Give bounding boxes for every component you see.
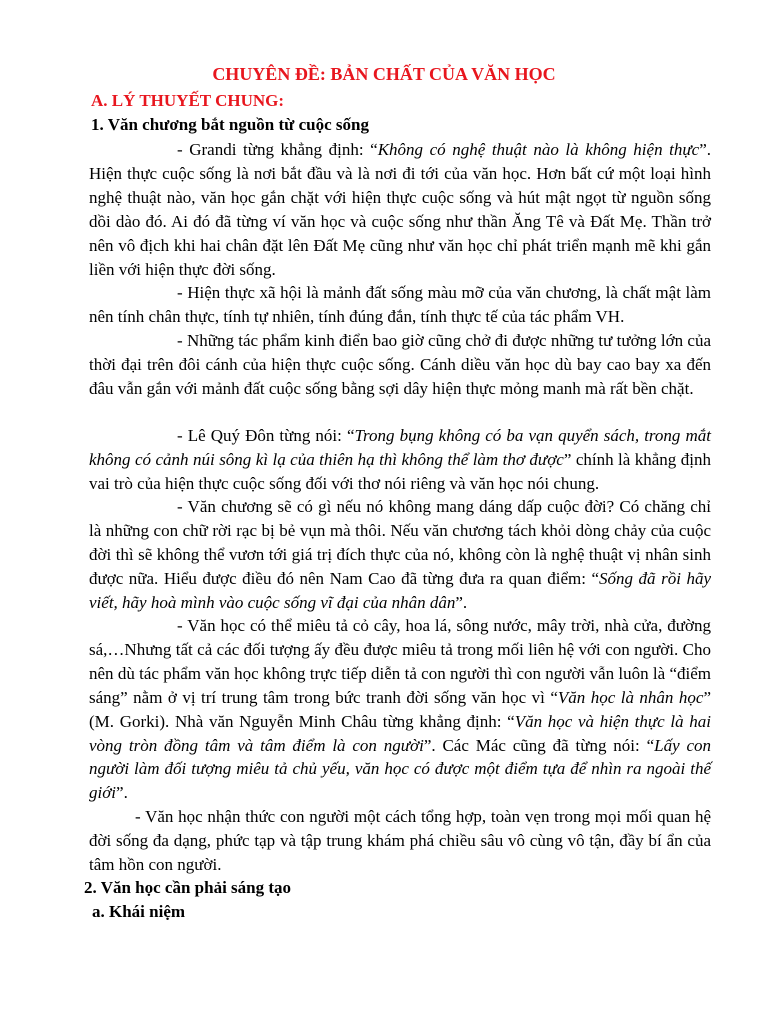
heading-2a: a. Khái niệm (92, 902, 186, 921)
paragraph-5: - Văn chương sẽ có gì nếu nó không mang dáng dấp cuộc đời? Có chăng chỉ là những con chữ rời rạc bị bẻ vụn mà thôi. Nếu văn chương tách khỏi dòng chảy của cuộc đời thì sẽ không thể vươn tới giá trị đích thực của nó, không còn là nghệ thuật vị nhân sinh được nữa. Hiểu được điều đó nên Nam Cao đã từng đưa ra quan điểm: “Sống đã rồi hãy viết, hãy hoà mình vào cuộc sống vĩ đại của nhân dân”. (89, 497, 711, 612)
heading-2: 2. Văn học cần phải sáng tạo (84, 878, 292, 897)
paragraph-7: - Văn học nhận thức con người một cách tổng hợp, toàn vẹn trong mọi mối quan hệ đời sống đa dạng, phức tạp và tập trung khám phá chiều sâu vô cùng vô tận, đầy bí ẩn của tâm hồn con người. (89, 807, 711, 874)
document-title: CHUYÊN ĐỀ: BẢN CHẤT CỦA VĂN HỌC (212, 64, 556, 84)
paragraph-1: - Grandi từng khẳng định: “Không có nghệ thuật nào là không hiện thực”. Hiện thực cuộc sống là nơi bắt đầu và là nơi đi tới của văn học. Hơn bất cứ một loại hình nghệ thuật nào, văn học gắn chặt với hiện thực cuộc sống và hút mật ngọt từ nguồn sống dồi dào đó. Ai đó đã từng ví văn học và cuộc sống như thần Ăng Tê và Đất Mẹ. Thần trở nên vô địch khi hai chân đặt lên Đất Mẹ cũng như văn học chỉ phát triển mạnh mẽ khi gắn liền với hiện thực đời sống. (89, 140, 711, 279)
paragraph-4: - Lê Quý Đôn từng nói: “Trong bụng không có ba vạn quyển sách, trong mắt không có cảnh núi sông kì lạ của thiên hạ thì không thể làm thơ được” chính là khẳng định vai trò của hiện thực cuộc sống đối với thơ nói riêng và văn học nói chung. (89, 426, 711, 493)
heading-1: 1. Văn chương bắt nguồn từ cuộc sống (91, 115, 369, 134)
paragraph-3: - Những tác phẩm kinh điển bao giờ cũng chở đi được những tư tưởng lớn của thời đại trên đôi cánh của hiện thực cuộc sống. Cánh diều văn học dù bay cao bay xa đến đâu vẫn gắn với mảnh đất cuộc sống bằng sợi dây hiện thực mỏng manh mà rất bền chặt. (89, 331, 711, 398)
paragraph-6: - Văn học có thể miêu tả cỏ cây, hoa lá, sông nước, mây trời, nhà cửa, đường sá,…Nhưng tất cả các đối tượng ấy đều được miêu tả trong mối liên hệ với con người. Cho nên dù tác phẩm văn học không trực tiếp diễn tả con người thì con người vẫn luôn là “điểm sáng” nằm ở vị trí trung tâm trong bức tranh đời sống văn học vì “Văn học là nhân học” (M. Gorki). Nhà văn Nguyễn Minh Châu từng khẳng định: “Văn học và hiện thực là hai vòng tròn đồng tâm và tâm điểm là con người”. Các Mác cũng đã từng nói: “Lấy con người làm đối tượng miêu tả chủ yếu, văn học có được một điểm tựa để nhìn ra ngoài thế giới”. (89, 616, 712, 803)
paragraph-2: - Hiện thực xã hội là mảnh đất sống màu mỡ của văn chương, là chất mật làm nên tính chân thực, tính tự nhiên, tính đúng đắn, tính thực tế của tác phẩm VH. (89, 283, 711, 326)
section-heading-a: A. LÝ THUYẾT CHUNG: (91, 91, 285, 110)
